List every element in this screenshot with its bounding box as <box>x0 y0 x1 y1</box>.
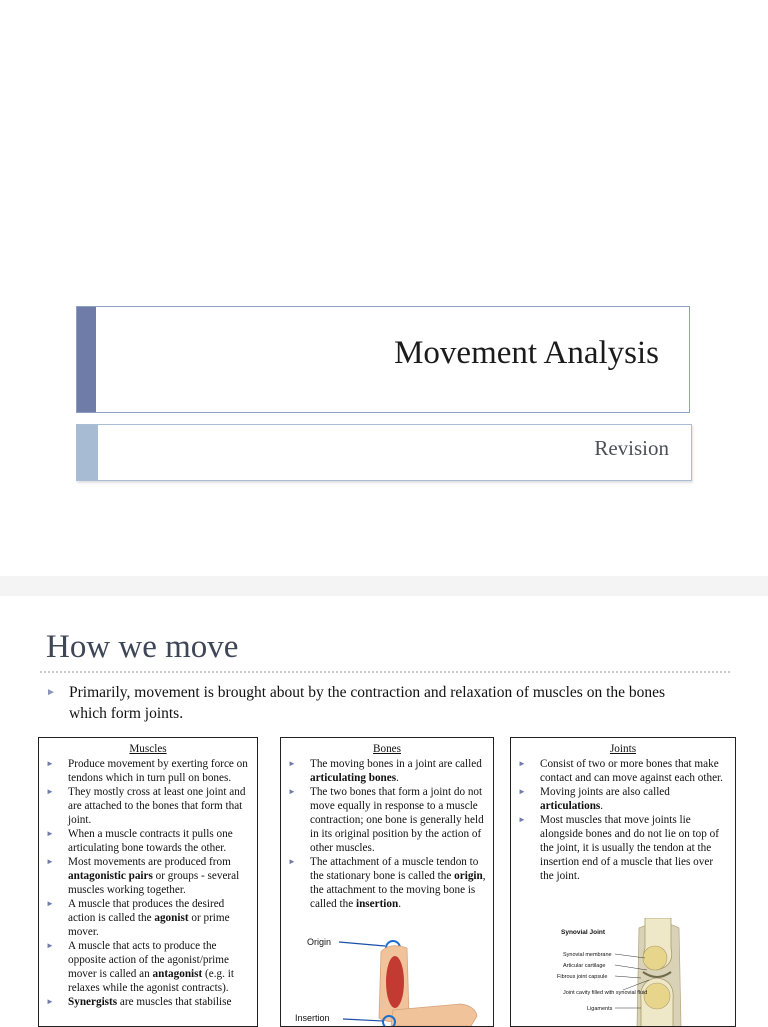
bullet-arrow-icon: ► <box>46 857 54 866</box>
bold-term: insertion <box>355 898 399 910</box>
bullet-arrow-icon: ► <box>46 687 56 698</box>
synovial-label-3: Fibrous joint capsule <box>557 974 608 980</box>
title-box <box>76 306 690 413</box>
bullet-arrow-icon: ► <box>518 759 526 768</box>
item-text: (e.g. it relaxes while the agonist contracts). <box>68 968 234 994</box>
synovial-label-5: Ligaments <box>587 1006 613 1012</box>
bullet-arrow-icon: ► <box>46 759 54 768</box>
lead-bullet <box>46 682 706 724</box>
insertion-label: Insertion <box>295 1013 330 1023</box>
origin-label: Origin <box>307 937 332 947</box>
item-text: . <box>396 772 399 784</box>
page-gap <box>0 576 768 596</box>
synovial-label-4-text: Joint cavity filled with synovial fluid <box>563 990 648 996</box>
item-text: Most movements are produced from <box>68 856 231 868</box>
list-item <box>281 757 493 785</box>
item-text: Most muscles that move joints lie alongside bones and do not lie on top of the joint, it is usually the tendon at the insertion end of a muscle that lies over the joint. <box>540 814 719 882</box>
bullet-arrow-icon: ► <box>46 997 54 1006</box>
slide-title: Movement Analysis <box>394 335 659 371</box>
item-text: , the attachment to the moving bone is called the <box>310 870 486 910</box>
content-slide <box>0 596 768 1024</box>
item-text: . <box>600 800 604 812</box>
bones-list <box>281 757 493 911</box>
list-item <box>281 785 493 855</box>
bold-term: Synergists <box>68 996 118 1008</box>
item-text: Produce movement by exerting force on tendons which in turn pull on bones. <box>68 758 248 784</box>
list-item <box>511 785 735 813</box>
title-accent-bar <box>77 307 96 412</box>
subtitle-box <box>76 424 692 481</box>
item-text: are muscles that stabilise <box>117 996 232 1008</box>
list-item <box>39 939 257 995</box>
bullet-arrow-icon: ► <box>46 899 54 908</box>
item-text: Moving joints are also called <box>540 786 670 798</box>
bullet-arrow-icon: ► <box>288 787 296 796</box>
biceps-shape <box>386 956 404 1008</box>
list-item <box>511 813 735 883</box>
muscles-list <box>39 757 257 1009</box>
slide-heading: How we move <box>46 629 239 665</box>
bullet-arrow-icon: ► <box>46 787 54 796</box>
dotted-divider <box>40 671 730 673</box>
muscles-heading: Muscles <box>129 743 167 755</box>
synovial-figure-title: Synovial Joint <box>561 929 606 936</box>
joints-box <box>510 737 736 1027</box>
synovial-label-4 <box>563 990 647 996</box>
list-item <box>39 897 257 939</box>
item-text: A muscle that acts to produce the opposite action of the agonist/prime mover is called an <box>68 940 229 980</box>
list-item <box>39 827 257 855</box>
bold-term: antagonist <box>152 968 203 980</box>
synovial-label-1: Synovial membrane <box>563 952 612 958</box>
bold-term: antagonistic pairs <box>68 870 153 882</box>
item-text: The moving bones in a joint are called <box>310 758 482 770</box>
bullet-arrow-icon: ► <box>288 857 296 866</box>
item-text: They mostly cross at least one joint and are attached to the bones that form that joint. <box>68 786 246 826</box>
item-text: . <box>398 898 402 910</box>
synovial-label-2: Articular cartilage <box>563 963 606 969</box>
lead-text: Primarily, movement is brought about by the contraction and relaxation of muscles on the bones which form joints. <box>69 684 666 722</box>
list-item <box>281 855 493 911</box>
item-text: or prime mover. <box>68 912 230 938</box>
item-text: The attachment of a muscle tendon to the stationary bone is called the <box>310 856 479 882</box>
bullet-arrow-icon: ► <box>46 829 54 838</box>
bullet-arrow-icon: ► <box>518 815 526 824</box>
list-item <box>39 757 257 785</box>
synovial-joint-figure <box>511 918 736 1027</box>
bullet-arrow-icon: ► <box>518 787 526 796</box>
item-text: Consist of two or more bones that make contact and can move against each other. <box>540 758 723 784</box>
list-item <box>39 785 257 827</box>
list-item <box>39 995 257 1009</box>
arm-figure <box>281 926 494 1027</box>
item-text: or groups - several muscles working together. <box>68 870 240 896</box>
item-text: A muscle that produces the desired action is called the <box>68 898 225 924</box>
bullet-arrow-icon: ► <box>46 941 54 950</box>
joints-list <box>511 757 735 883</box>
bold-term: origin <box>454 870 483 882</box>
bones-box <box>280 737 494 1027</box>
list-item <box>39 855 257 897</box>
bullet-arrow-icon: ► <box>288 759 296 768</box>
bold-term: articulations <box>540 800 601 812</box>
subtitle-accent-bar <box>77 425 98 480</box>
item-text: The two bones that form a joint do not move equally in response to a muscle contraction; one bone is generally held in its original position by the action of other muscles. <box>310 786 484 854</box>
muscles-box <box>38 737 258 1027</box>
list-item <box>511 757 735 785</box>
bold-term: articulating bones <box>310 772 397 784</box>
slide-subtitle: Revision <box>594 436 669 460</box>
joints-heading: Joints <box>609 743 637 755</box>
bold-term: agonist <box>154 912 189 924</box>
item-text: When a muscle contracts it pulls one articulating bone towards the other. <box>68 828 233 854</box>
bones-heading: Bones <box>373 743 401 755</box>
